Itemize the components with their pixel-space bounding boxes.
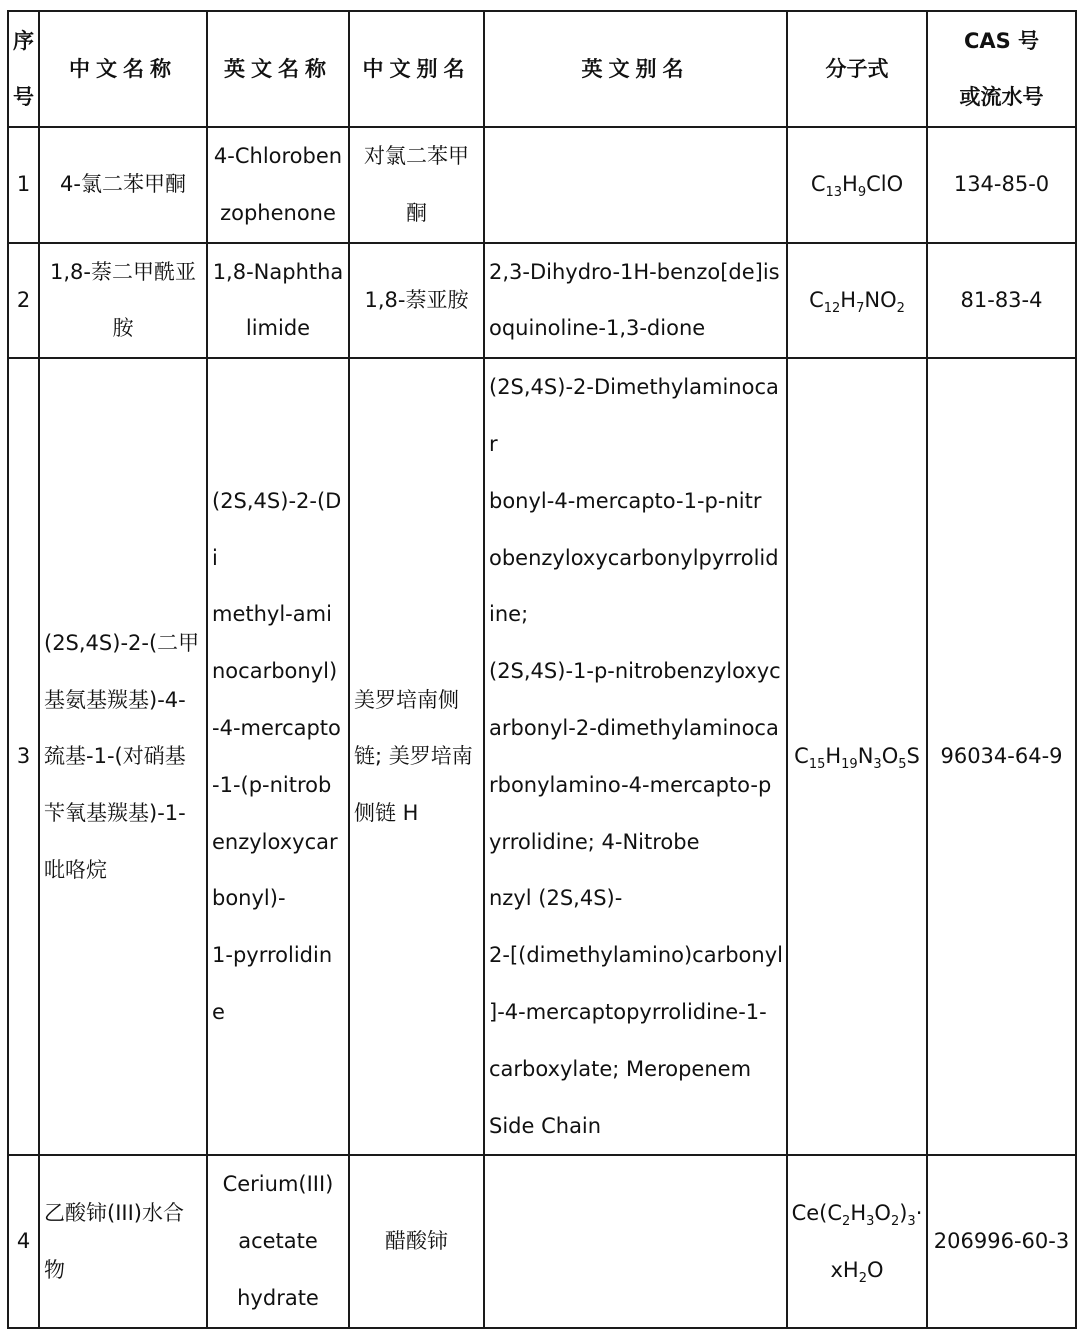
header-formula: 分子式 [787, 11, 927, 127]
cell-line: 苄氧基羰基)-1- [44, 801, 186, 826]
cell-line: (2S,4S)-2-(二甲 [44, 630, 200, 655]
cell-line: 1,8-Naphtha [212, 259, 344, 284]
formula-line [788, 156, 926, 213]
table-row [8, 127, 1076, 243]
formula-subscript: 13 [825, 185, 843, 201]
header-cas-line: 或流水号 [959, 85, 1044, 109]
cell-en-name [207, 243, 349, 359]
cell-line: yrrolidine; 4-Nitrobe [489, 829, 700, 854]
header-index-line: 序 [13, 29, 34, 53]
cell-cn-name [39, 243, 207, 359]
cell-index: 4 [8, 1155, 39, 1327]
cell-line: 物 [44, 1257, 65, 1282]
cell-line: -1-(p-nitrob [212, 772, 332, 797]
cell-en-alias [484, 127, 787, 243]
cell-line: nocarbonyl) [212, 659, 338, 684]
formula-text: S [906, 744, 920, 769]
header-cn-name: 中文名称 [39, 11, 207, 127]
cell-index: 2 [8, 243, 39, 359]
cell-line: rbonylamino-4-mercapto-p [489, 772, 772, 797]
cell-line: 1-pyrrolidin [212, 943, 333, 968]
cell-en-name [207, 1155, 349, 1327]
formula-subscript: 2 [890, 1213, 900, 1229]
cell-line: carboxylate; Meropenem [489, 1056, 752, 1081]
cell-line: 2-[(dimethylamino)carbonyl [489, 943, 783, 968]
cell-line: 侧链 H [354, 801, 419, 826]
cell-cas: 134-85-0 [927, 127, 1076, 243]
cell-line: methyl-ami [212, 602, 332, 627]
cell-line: Side Chain [489, 1113, 602, 1138]
formula-subscript: 2 [858, 1270, 867, 1286]
cell-cn-name [39, 1155, 207, 1327]
header-cas [927, 11, 1076, 127]
formula-text: C [810, 172, 826, 197]
formula-subscript: 9 [857, 185, 867, 201]
cell-line: bonyl)- [212, 886, 286, 911]
cell-line: (2S,4S)-2-Dimethylaminocar [489, 375, 779, 456]
cell-en-alias [484, 243, 787, 359]
formula-line [788, 272, 926, 329]
formula-text: H [842, 172, 858, 197]
formula-subscript: 3 [866, 1213, 875, 1229]
formula-subscript: 3 [873, 757, 882, 773]
formula-text: N [857, 744, 874, 769]
cell-line: 4-Chloroben [213, 144, 343, 168]
header-row [8, 11, 1076, 127]
header-en-alias: 英文别名 [484, 11, 787, 127]
header-cas-line: CAS 号 [963, 29, 1040, 53]
cell-line: 2,3-Dihydro-1H-benzo[de]is [489, 259, 780, 284]
cell-line: 乙酸铈(III)水合 [44, 1200, 184, 1225]
table-row [8, 243, 1076, 359]
cell-formula [787, 127, 927, 243]
formula-subscript: 3 [907, 1213, 916, 1229]
cell-line: Cerium(III) [222, 1172, 334, 1197]
cell-line: zophenone [220, 200, 336, 225]
cell-cn-alias [349, 1155, 484, 1327]
cell-line: nzyl (2S,4S)- [489, 886, 623, 911]
cell-formula [787, 358, 927, 1155]
cell-line: -4-mercapto [212, 715, 341, 740]
cell-en-name [207, 127, 349, 243]
formula-subscript: 7 [856, 300, 865, 316]
formula-subscript: 12 [823, 300, 841, 316]
cell-cn-alias [349, 243, 484, 359]
formula-text: C [794, 744, 809, 769]
header-index-line: 号 [13, 85, 34, 109]
cell-cas: 81-83-4 [927, 243, 1076, 359]
cell-line: 1,8-萘亚胺 [364, 287, 469, 312]
formula-subscript: 19 [841, 757, 858, 773]
cell-line: acetate [238, 1229, 318, 1254]
cell-en-name [207, 358, 349, 1155]
formula-subscript: 2 [842, 1213, 851, 1229]
cell-formula [787, 1155, 927, 1327]
cell-line: oquinoline-1,3-dione [489, 316, 706, 341]
header-en-name: 英文名称 [207, 11, 349, 127]
cell-index: 1 [8, 127, 39, 243]
table-row [8, 1155, 1076, 1327]
formula-text: · [915, 1200, 923, 1225]
cell-line: ]-4-mercaptopyrrolidine-1- [489, 999, 767, 1024]
cell-line: arbonyl-2-dimethylaminoca [489, 715, 779, 740]
cell-line: 4-氯二苯甲酮 [60, 172, 186, 197]
formula-subscript: 5 [898, 757, 907, 773]
formula-line [788, 1185, 926, 1242]
formula-text: O [881, 744, 899, 769]
cell-line: (2S,4S)-1-p-nitrobenzyloxyc [489, 659, 781, 684]
cell-line: 吡咯烷 [44, 857, 107, 882]
cell-cas: 96034-64-9 [927, 358, 1076, 1155]
cell-line: hydrate [237, 1285, 319, 1310]
formula-line [788, 1242, 926, 1299]
cell-formula [787, 243, 927, 359]
cell-line: (2S,4S)-2-(Di [212, 488, 342, 570]
cell-line: 1,8-萘二甲酰亚 [50, 259, 196, 284]
formula-text: H [840, 287, 857, 312]
cell-cn-name [39, 127, 207, 243]
cell-cas: 206996-60-3 [927, 1155, 1076, 1327]
cell-line: 对氯二苯甲 [364, 144, 469, 168]
cell-line: bonyl-4-mercapto-1-p-nitr [489, 488, 762, 513]
header-cn-alias: 中文别名 [349, 11, 484, 127]
formula-text: C [809, 287, 824, 312]
formula-text: O [874, 1200, 891, 1225]
cell-line: e [212, 999, 225, 1024]
formula-text: O [866, 1257, 884, 1282]
cell-line: 基氨基羰基)-4- [44, 687, 186, 712]
cell-cn-name [39, 358, 207, 1155]
formula-text: NO [864, 287, 897, 312]
formula-subscript: 15 [808, 757, 826, 773]
cell-cn-alias [349, 127, 484, 243]
formula-text: ) [899, 1200, 908, 1225]
header-index [8, 11, 39, 127]
cell-en-alias [484, 1155, 787, 1327]
cell-line: 胺 [112, 316, 134, 341]
cell-line: 酮 [406, 200, 427, 225]
cell-line: 美罗培南侧 [354, 687, 459, 712]
formula-text: H [850, 1200, 867, 1225]
formula-text: ClO [866, 172, 904, 197]
cell-line: 醋酸铈 [385, 1229, 448, 1254]
cell-line: limide [245, 316, 311, 341]
cell-en-alias [484, 358, 787, 1155]
cell-line: 链; 美罗培南 [354, 744, 473, 769]
formula-line [788, 728, 926, 785]
cell-index: 3 [8, 358, 39, 1155]
cell-line: 巯基-1-(对硝基 [44, 744, 186, 769]
cell-line: enzyloxycar [212, 829, 338, 854]
cell-cn-alias [349, 358, 484, 1155]
chemical-table [7, 10, 1077, 1329]
formula-subscript: 2 [896, 300, 905, 316]
formula-text: H [825, 744, 842, 769]
cell-line: ine; [489, 602, 529, 627]
cell-line: obenzyloxycarbonylpyrrolid [489, 545, 779, 570]
formula-text: xH [830, 1257, 859, 1282]
table-row [8, 358, 1076, 1155]
formula-text: Ce(C [791, 1200, 843, 1225]
